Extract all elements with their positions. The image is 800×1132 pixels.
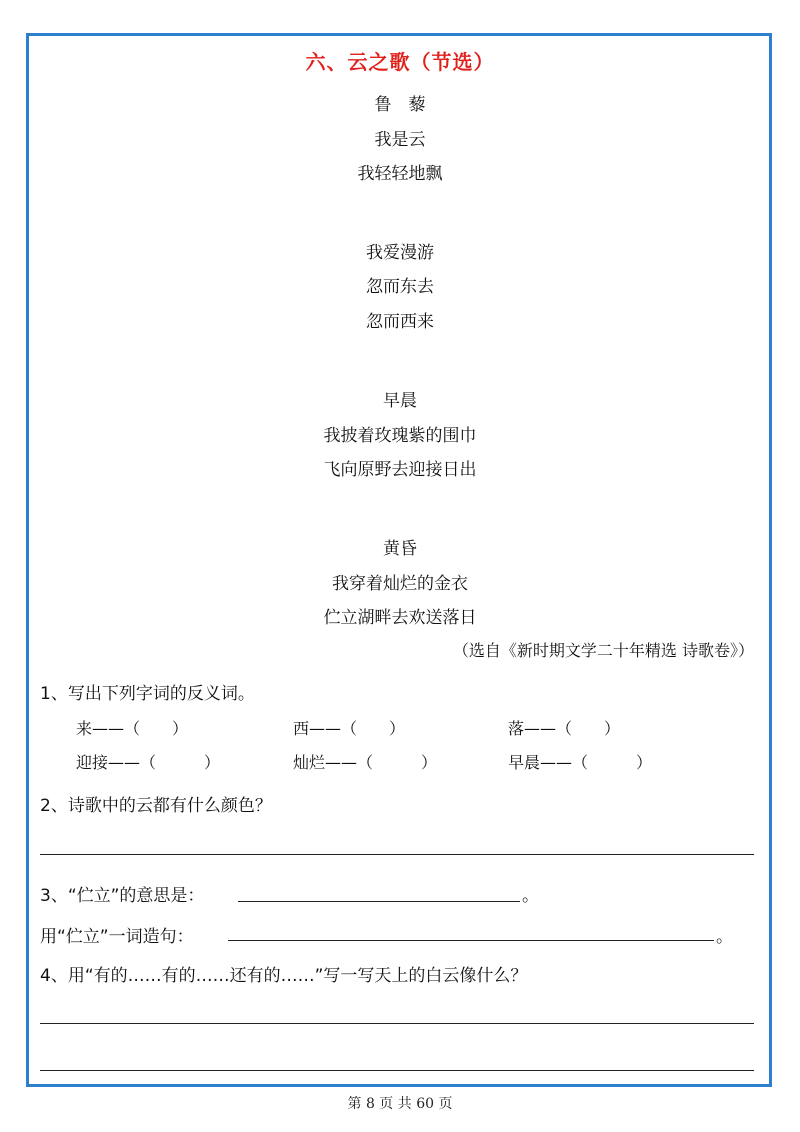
antonym-item[interactable]: 来——（ ） xyxy=(76,719,189,738)
poem-author: 鲁 藜 xyxy=(374,95,426,115)
question-2: 2、诗歌中的云都有什么颜色？ xyxy=(40,796,272,816)
question-1: 1、写出下列字词的反义词。 xyxy=(40,684,255,704)
antonym-item[interactable]: 迎接——（ ） xyxy=(76,753,221,772)
poem-line: 我是云 xyxy=(374,130,426,150)
antonym-item[interactable]: 早晨——（ ） xyxy=(508,753,653,772)
poem-line: 早晨 xyxy=(383,391,417,411)
poem-source: （选自《新时期文学二十年精选 诗歌卷》） xyxy=(452,641,754,660)
question-3b-end: 。 xyxy=(716,927,733,947)
question-4: 4、用“有的……有的……还有的……”写一写天上的白云像什么？ xyxy=(40,966,528,986)
poem-line: 忽而西来 xyxy=(366,312,434,332)
antonym-item[interactable]: 落——（ ） xyxy=(508,719,621,738)
poem-line: 忽而东去 xyxy=(366,277,434,297)
poem-line: 飞向原野去迎接日出 xyxy=(323,460,477,480)
poem-line: 我披着玫瑰紫的围巾 xyxy=(323,426,477,446)
answer-line[interactable] xyxy=(228,940,714,941)
page-footer: 第 8 页 共 60 页 xyxy=(347,1096,453,1112)
poem-line: 黄昏 xyxy=(383,539,417,559)
antonym-item[interactable]: 西——（ ） xyxy=(293,719,406,738)
answer-line[interactable] xyxy=(40,1070,754,1071)
question-3b: 用“伫立”一词造句： xyxy=(40,927,194,947)
question-3: 3、“伫立”的意思是： xyxy=(40,886,205,906)
poem-line: 伫立湖畔去欢送落日 xyxy=(323,608,477,628)
answer-line[interactable] xyxy=(40,1023,754,1024)
answer-line[interactable] xyxy=(238,901,520,902)
poem-line: 我穿着灿烂的金衣 xyxy=(332,574,468,594)
antonym-item[interactable]: 灿烂——（ ） xyxy=(293,753,438,772)
question-3-end: 。 xyxy=(522,886,539,906)
poem-line: 我爱漫游 xyxy=(366,243,434,263)
answer-line[interactable] xyxy=(40,854,754,855)
poem-title: 六、云之歌（节选） xyxy=(305,50,495,74)
poem-line: 我轻轻地飘 xyxy=(357,164,443,184)
